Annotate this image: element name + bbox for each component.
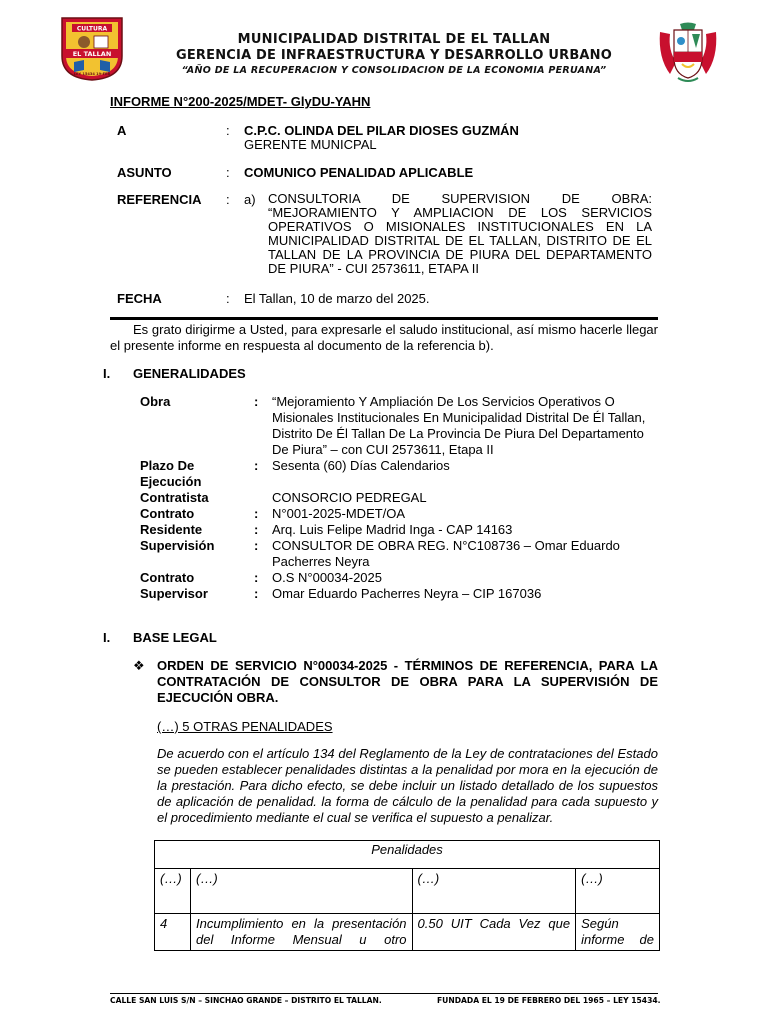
intro-paragraph: Es grato dirigirme a Usted, para expresarle el saludo institucional, así mismo hacerle llegar el presente informe en respuesta al documento de la referencia b).	[110, 322, 658, 353]
orden-servicio-title: ORDEN DE SERVICIO N°00034-2025 - TÉRMINOS DE REFERENCIA, PARA LA CONTRATACIÓN DE CONSULTOR DE OBRA PARA LA SUPERVISIÓN DE EJECUCIÓN OBRA.	[157, 658, 658, 705]
header-year-motto: “AÑO DE LA RECUPERACION Y CONSOLIDACION DE LA ECONOMIA PERUANA”	[181, 65, 607, 76]
gen-label-obra: Obra	[140, 394, 171, 409]
penalidades-paragraph: De acuerdo con el artículo 134 del Reglamento de la Ley de contrataciones del Estado se pueden establecer penalidades distintas a la penalidad por mora en la ejecución de la prestación. Para dicho efecto, se debe incluir un listado detallado de los supuestos de aplicación de penalidad. la forma de cálculo de la penalidad para cada supuesto y el procedimiento mediante el cual se verifica el supuesto a penalizar.	[157, 746, 658, 825]
gen-label-supervision: Supervisión	[140, 538, 215, 553]
meta-a-name: C.P.C. OLINDA DEL PILAR DIOSES GUZMÁN	[244, 123, 519, 138]
table-cell: Incumplimiento en la presentación del Informe Mensual u otro	[190, 914, 412, 951]
meta-fecha-value: El Tallan, 10 de marzo del 2025.	[244, 291, 430, 306]
gen-colon: :	[254, 586, 259, 601]
gen-label-residente: Residente	[140, 522, 203, 537]
meta-a-role: GERENTE MUNICPAL	[244, 137, 377, 152]
gen-value-residente: Arq. Luis Felipe Madrid Inga - CAP 14163	[272, 522, 513, 537]
logo-band-text: EL TALLAN	[72, 50, 112, 58]
meta-a-label: A	[117, 123, 127, 138]
table-cell: 4	[155, 914, 191, 951]
gen-value-supervision: CONSULTOR DE OBRA REG. N°C108736 – Omar Eduardo Pacherres Neyra	[272, 538, 620, 569]
meta-referencia-label: REFERENCIA	[117, 192, 202, 207]
table-cell: (…)	[576, 869, 660, 914]
header-department: GERENCIA DE INFRAESTRUCTURA Y DESARROLLO URBANO	[175, 48, 613, 63]
section-divider	[110, 317, 658, 320]
meta-colon: :	[226, 123, 230, 138]
peru-coat-of-arms-icon	[656, 22, 720, 88]
otras-penalidades-heading: (…) 5 OTRAS PENALIDADES	[157, 719, 333, 734]
table-cell: Según informe de	[576, 914, 660, 951]
gen-colon: :	[254, 570, 259, 585]
gen-colon: :	[254, 538, 259, 553]
gen-value-plazo: Sesenta (60) Días Calendarios	[272, 458, 450, 473]
section-number: I.	[103, 366, 111, 381]
gen-label-plazo: Plazo De Ejecución	[140, 458, 202, 489]
gen-label-contrato: Contrato	[140, 506, 195, 521]
header-municipality: MUNICIPALIDAD DISTRITAL DE EL TALLAN	[237, 32, 551, 47]
gen-value-supervisor: Omar Eduardo Pacherres Neyra – CIP 167036	[272, 586, 542, 601]
section-title-base-legal: BASE LEGAL	[133, 630, 217, 645]
gen-colon: :	[254, 394, 259, 409]
informe-number: INFORME N°200-2025/MDET- GlyDU-YAHN	[110, 94, 371, 109]
footer-divider	[110, 993, 658, 994]
table-header-cell: Penalidades	[155, 841, 660, 869]
gen-value-contrato: N°001-2025-MDET/OA	[272, 506, 406, 521]
table-row	[155, 869, 660, 914]
logo-top-text: CULTURA	[76, 25, 108, 33]
diamond-bullet-icon: ❖	[133, 658, 145, 673]
table-header-row	[155, 841, 660, 869]
table-row	[155, 914, 660, 951]
meta-referencia-value: CONSULTORIA DE SUPERVISION DE OBRA: “MEJORAMIENTO Y AMPLIACION DE LOS SERVICIOS OPERATIVOS O MISIONALES INSTITUCIONALES EN LA MUNICIPALIDAD DISTRITAL DE EL TALLAN, DISTRITO DE EL TALLAN DE LA PROVINCIA DE PIURA DEL DEPARTAMENTO DE PIURA” - CUI 2573611, ETAPA II	[268, 191, 652, 276]
meta-colon: :	[226, 192, 230, 207]
meta-asunto-label: ASUNTO	[117, 165, 172, 180]
table-cell: 0.50 UIT Cada Vez que	[412, 914, 576, 951]
meta-referencia-marker: a)	[244, 192, 256, 207]
logo-bottom-text: LEY 15434 19-FEB	[73, 72, 111, 76]
table-cell: (…)	[412, 869, 576, 914]
section-number: I.	[103, 630, 111, 645]
meta-colon: :	[226, 291, 230, 306]
penalidades-table	[154, 840, 660, 951]
gen-label-supervisor: Supervisor	[140, 586, 208, 601]
gen-colon: :	[254, 506, 259, 521]
table-cell: (…)	[155, 869, 191, 914]
gen-colon: :	[254, 458, 259, 473]
gen-value-obra: “Mejoramiento Y Ampliación De Los Servicios Operativos O Misionales Institucionales En Municipalidad Distrital De Él Tallan, Distrito De Él Tallan De La Provincia De Piura Del Departamento De Piura” – con CUI 2573611, Etapa II	[272, 394, 646, 457]
table-cell: (…)	[190, 869, 412, 914]
footer-address: CALLE SAN LUIS S/N – SINCHAO GRANDE – DISTRITO EL TALLAN.	[110, 996, 382, 1005]
gen-colon: :	[254, 522, 259, 537]
meta-asunto-value: COMUNICO PENALIDAD APLICABLE	[244, 165, 474, 180]
footer-founding: FUNDADA EL 19 DE FEBRERO DEL 1965 – LEY 15434.	[437, 996, 661, 1005]
gen-value-contrato-supervisor: O.S N°00034-2025	[272, 570, 382, 585]
section-title-generalidades: GENERALIDADES	[133, 366, 246, 381]
municipal-shield-icon	[60, 16, 124, 82]
meta-colon: :	[226, 165, 230, 180]
gen-label-contratista: Contratista	[140, 490, 209, 505]
gen-label-contrato-supervisor: Contrato	[140, 570, 195, 585]
gen-value-contratista: CONSORCIO PEDREGAL	[272, 490, 427, 505]
meta-fecha-label: FECHA	[117, 291, 162, 306]
